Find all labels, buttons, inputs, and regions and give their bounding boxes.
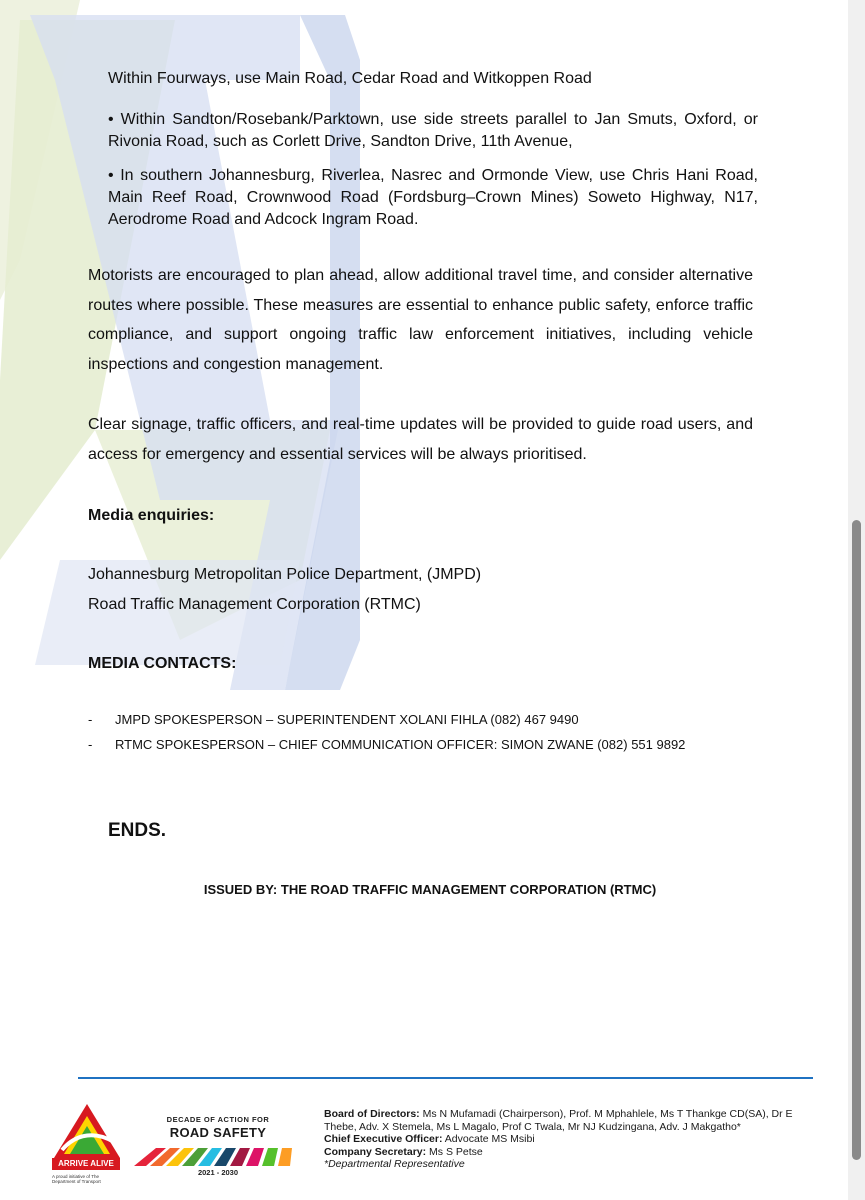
contact-dash: - xyxy=(88,737,93,752)
org-rtmc: Road Traffic Management Corporation (RTMC) xyxy=(88,596,421,613)
bullet-sandton: • Within Sandton/Rosebank/Parktown, use side streets parallel to Jan Smuts, Oxford, or Rivonia Road, such as Corlett Drive, Sandton Drive, 11th Avenue, xyxy=(108,111,758,150)
media-contacts-heading: MEDIA CONTACTS: xyxy=(88,655,237,672)
arrive-alive-triangle-icon xyxy=(52,1102,122,1160)
secretary-name: Ms S Petse xyxy=(429,1145,483,1158)
vertical-scrollbar[interactable] xyxy=(848,0,865,1200)
footer-rule xyxy=(78,1077,813,1079)
arrive-alive-logo xyxy=(52,1102,122,1192)
road-safety-decade-logo xyxy=(132,1112,304,1192)
paragraph-motorists: Motorists are encouraged to plan ahead, allow additional travel time, and consider alternative routes where possible. These measures are essential to enhance public safety, enforce traffic compliance, and support ongoing traffic law enforcement initiatives, including vehicle inspections and congestion management. xyxy=(88,267,753,373)
footer-board xyxy=(324,1108,824,1133)
ceo-name: Advocate MS Msibi xyxy=(444,1133,535,1145)
footer-ceo xyxy=(324,1133,824,1146)
issued-by: ISSUED BY: THE ROAD TRAFFIC MANAGEMENT CORPORATION (RTMC) xyxy=(203,882,657,897)
arrive-alive-label: ARRIVE ALIVE xyxy=(52,1158,120,1170)
decade-title: DECADE OF ACTION FOR xyxy=(166,1115,270,1124)
contact-dash: - xyxy=(88,712,93,727)
bullet-fourways: Within Fourways, use Main Road, Cedar Road and Witkoppen Road xyxy=(108,70,592,87)
contact-rtmc-spokesperson: RTMC SPOKESPERSON – CHIEF COMMUNICATION OFFICER: SIMON ZWANE (082) 551 9892 xyxy=(115,737,686,752)
org-jmpd: Johannesburg Metropolitan Police Department, (JMPD) xyxy=(88,566,482,583)
paragraph-signage: Clear signage, traffic officers, and real-time updates will be provided to guide road users, and access for emergency and essential services will be always prioritised. xyxy=(88,416,753,463)
board-members: Ms N Mufamadi (Chairperson), Prof. M Mphahlele, Ms T Thankge CD(SA), Dr E Thebe, Adv. X Stemela, Ms L Magalo, Prof C Twala, Mr NJ Kudzingana, Adv. J Makgatho* xyxy=(324,1108,793,1133)
media-enquiries-heading: Media enquiries: xyxy=(88,507,215,524)
bullet-southern-johannesburg: • In southern Johannesburg, Riverlea, Nasrec and Ormonde View, use Chris Hani Road, Main Reef Road, Crownwood Road (Fordsburg–Crown Mines) Soweto Highway, N17, Aerodrome Road and Adcock Ingram Road. xyxy=(108,167,758,228)
contact-jmpd-spokesperson: JMPD SPOKESPERSON – SUPERINTENDENT XOLANI FIHLA (082) 467 9490 xyxy=(115,712,579,727)
board-label: Board of Directors: xyxy=(324,1108,420,1120)
scrollbar-thumb[interactable] xyxy=(852,520,861,1160)
decade-years: 2021 - 2030 xyxy=(197,1168,239,1177)
secretary-label: Company Secretary: xyxy=(324,1145,427,1158)
footer-note: *Departmental Representative xyxy=(324,1158,465,1170)
ends-marker: ENDS. xyxy=(108,820,167,841)
road-safety-title: ROAD SAFETY xyxy=(169,1125,267,1140)
footer-directors xyxy=(324,1108,824,1171)
road-stripes-icon xyxy=(132,1142,304,1168)
ceo-label: Chief Executive Officer: xyxy=(324,1133,443,1145)
footer-secretary xyxy=(324,1146,824,1159)
arrive-alive-tagline: A proud initiative of The Department of Transport xyxy=(52,1174,101,1184)
